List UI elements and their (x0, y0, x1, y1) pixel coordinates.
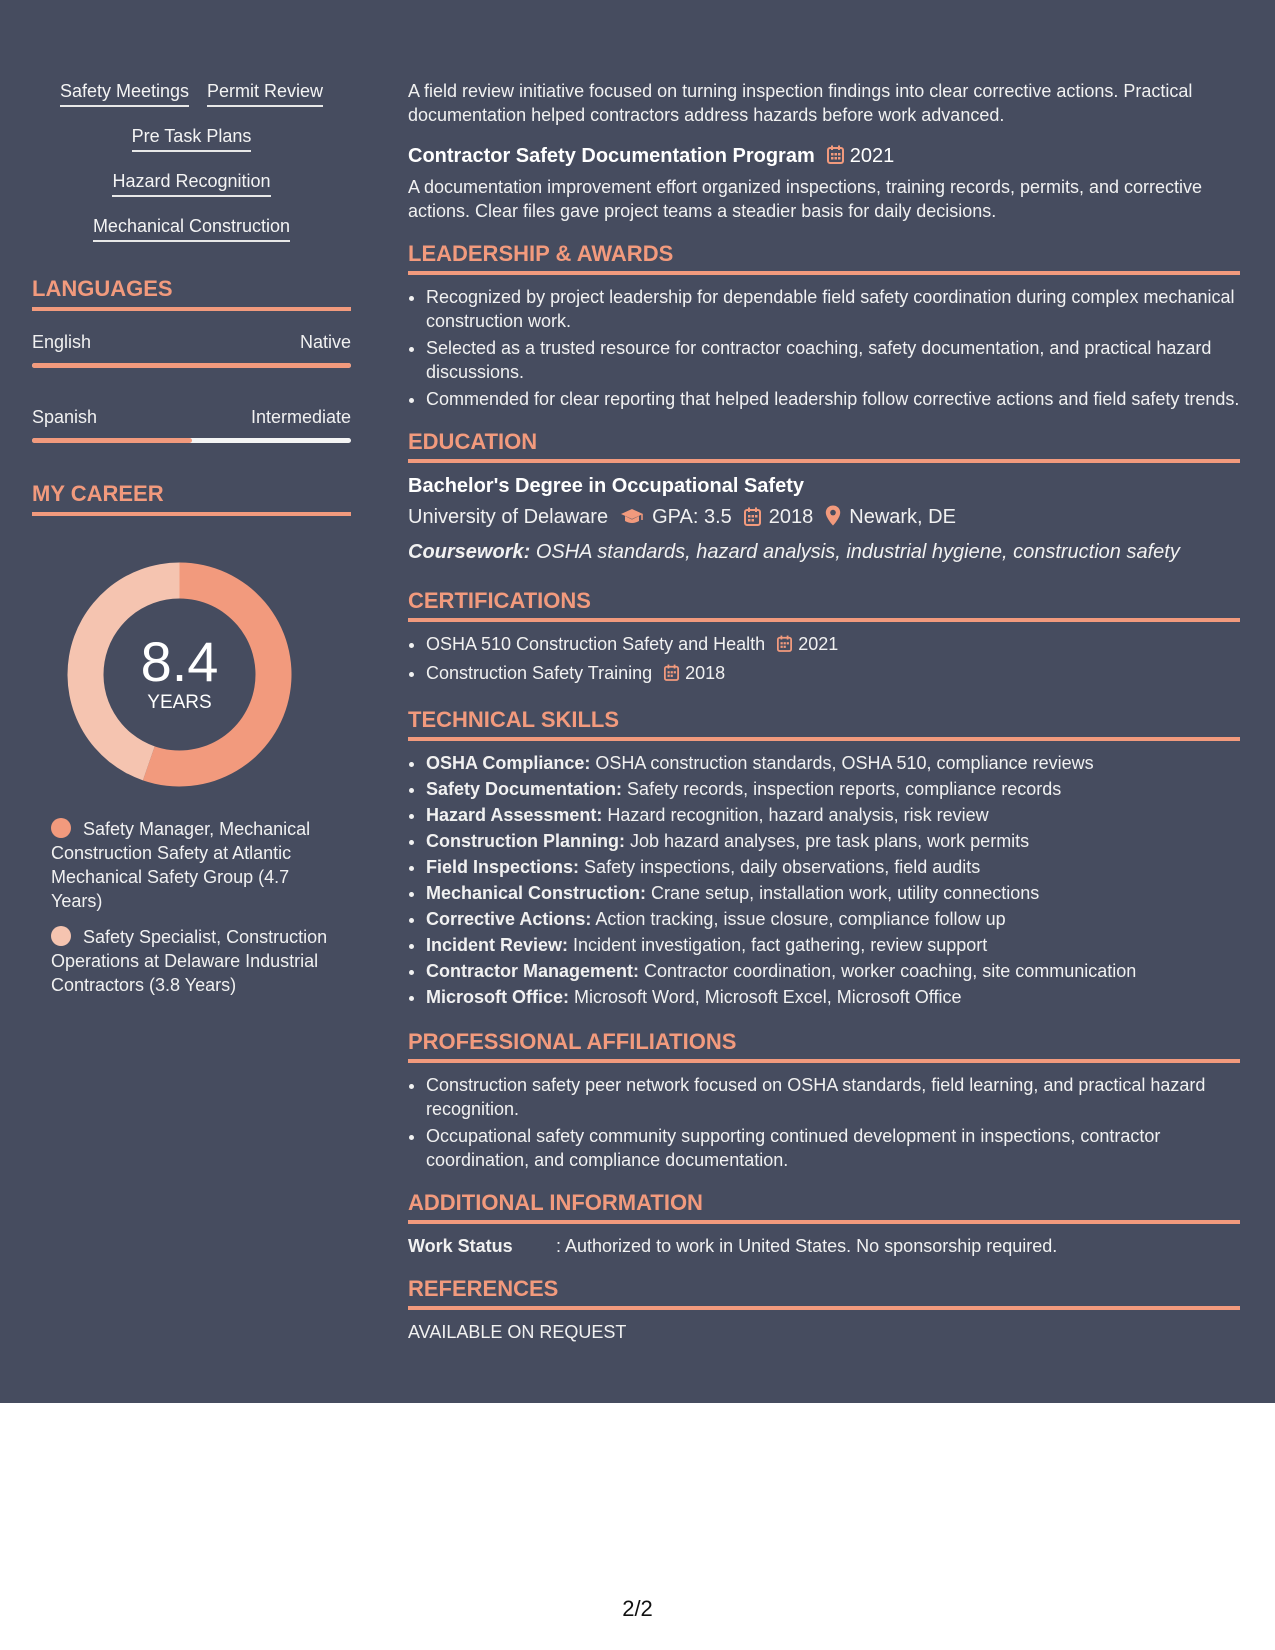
list-item: • Occupational safety community supporting continued development in inspections, contractor coordination, and compliance documentation. (426, 1124, 1240, 1172)
language-bar (32, 438, 351, 443)
list-item (426, 881, 1240, 905)
technical-skills-list (408, 751, 1240, 1009)
list-item (426, 985, 1240, 1009)
skill-tag: Safety Meetings (60, 80, 189, 107)
skill-tags (32, 80, 351, 242)
list-item (426, 632, 1240, 658)
certification-year: 2018 (685, 663, 726, 683)
list-item (426, 855, 1240, 879)
language-name: English (32, 332, 92, 352)
education-school: University of Delaware (408, 506, 609, 528)
education-location: Newark, DE (849, 506, 956, 528)
skill-text: Job hazard analyses, pre task plans, work permits (630, 831, 1030, 851)
career-item (51, 925, 331, 997)
project-name: Contractor Safety Documentation Program (408, 145, 815, 167)
skill-text: Crane setup, installation work, utility connections (651, 883, 1040, 903)
work-status-row (408, 1234, 1240, 1258)
calendar-icon (827, 145, 844, 171)
skill-text: Microsoft Word, Microsoft Excel, Microsoft Office (574, 987, 962, 1007)
skill-tag: Mechanical Construction (93, 215, 290, 242)
career-list (32, 817, 331, 997)
languages-heading: LANGUAGES (32, 276, 351, 311)
skill-label: Safety Documentation: (426, 779, 623, 799)
skill-text: Contractor coordination, worker coaching, site communication (644, 961, 1137, 981)
skill-tag: Pre Task Plans (132, 125, 252, 152)
career-total-years: 8.4 (140, 630, 219, 693)
skill-text: OSHA construction standards, OSHA 510, compliance reviews (595, 753, 1094, 773)
calendar-icon (777, 634, 792, 658)
language-item (32, 406, 351, 428)
certifications-heading: CERTIFICATIONS (408, 588, 1240, 622)
project-intro: A field review initiative focused on turning inspection findings into clear corrective actions. Practical documentation helped contractors address hazards before work advanced. (408, 81, 1193, 125)
legend-dot (51, 818, 71, 838)
certification-year: 2021 (798, 634, 839, 654)
career-years-label: YEARS (147, 692, 212, 713)
list-item (426, 661, 1240, 687)
education-coursework (408, 538, 1240, 566)
skill-text: Safety inspections, daily observations, field audits (584, 857, 981, 877)
project-year: 2021 (849, 145, 895, 167)
education-gpa: GPA: 3.5 (652, 506, 732, 528)
language-name: Spanish (32, 407, 98, 427)
list-item: • Selected as a trusted resource for contractor coaching, safety documentation, and practical hazard discussions. (426, 336, 1240, 384)
skill-label: Field Inspections: (426, 857, 580, 877)
leadership-heading: LEADERSHIP & AWARDS (408, 241, 1240, 275)
skill-label: Hazard Assessment: (426, 805, 603, 825)
list-item (426, 803, 1240, 827)
left-column (32, 80, 351, 1009)
education-year: 2018 (768, 506, 814, 528)
leadership-list (408, 285, 1240, 411)
education-degree: Bachelor's Degree in Occupational Safety (408, 475, 804, 497)
skill-text: Hazard recognition, hazard analysis, risk review (607, 805, 989, 825)
calendar-icon (744, 506, 761, 534)
skill-tag: Hazard Recognition (112, 170, 270, 197)
affiliations-heading: PROFESSIONAL AFFILIATIONS (408, 1029, 1240, 1063)
list-item: • Construction safety peer network focused on OSHA standards, field learning, and practical hazard recognition. (426, 1073, 1240, 1121)
affiliations-list (408, 1073, 1240, 1172)
list-item: • Recognized by project leadership for dependable field safety coordination during complex mechanical construction work. (426, 285, 1240, 333)
skill-text: Safety records, inspection reports, compliance records (627, 779, 1062, 799)
additional-info-heading: ADDITIONAL INFORMATION (408, 1190, 1240, 1224)
certification-name: Construction Safety Training (426, 663, 653, 683)
skill-text: Incident investigation, fact gathering, review support (573, 935, 988, 955)
language-item (32, 331, 351, 353)
list-item (426, 933, 1240, 957)
skill-label: Corrective Actions: (426, 909, 592, 929)
education-heading: EDUCATION (408, 429, 1240, 463)
list-item (426, 777, 1240, 801)
technical-skills-heading: TECHNICAL SKILLS (408, 707, 1240, 741)
references-text: AVAILABLE ON REQUEST (408, 1322, 627, 1342)
references-heading: REFERENCES (408, 1276, 1240, 1310)
right-column (408, 79, 1240, 1344)
skill-text: Action tracking, issue closure, compliance follow up (595, 909, 1006, 929)
list-item (426, 907, 1240, 931)
skill-label: Mechanical Construction: (426, 883, 647, 903)
list-item (426, 751, 1240, 775)
language-bar (32, 363, 351, 368)
project-title (408, 143, 1240, 171)
language-level: Intermediate (250, 407, 351, 427)
career-donut-chart (67, 562, 292, 787)
skill-label: Contractor Management: (426, 961, 640, 981)
project-desc: A documentation improvement effort organized inspections, training records, permits, and corrective actions. Clear files gave project teams a steadier basis for daily decisions. (408, 177, 1203, 221)
calendar-icon (664, 663, 679, 687)
education-details (408, 503, 1240, 534)
work-status-value: : Authorized to work in United States. No sponsorship required. (556, 1236, 1058, 1256)
career-heading: MY CAREER (32, 481, 351, 516)
certifications-list (408, 632, 1240, 687)
list-item (426, 959, 1240, 983)
skill-label: Construction Planning: (426, 831, 625, 851)
skill-label: Microsoft Office: (426, 987, 570, 1007)
skill-label: Incident Review: (426, 935, 569, 955)
career-item-text: Safety Specialist, Construction Operations at Delaware Industrial Contractors (3.8 Years) (51, 927, 328, 995)
coursework-label: Coursework: (408, 541, 531, 563)
list-item (426, 829, 1240, 853)
languages-list (32, 331, 351, 443)
career-item (51, 817, 331, 913)
page-number: 2/2 (622, 1596, 653, 1621)
skill-label: OSHA Compliance: (426, 753, 591, 773)
certification-name: OSHA 510 Construction Safety and Health (426, 634, 766, 654)
career-item-text: Safety Manager, Mechanical Construction Safety at Atlantic Mechanical Safety Group (4.7 Years) (51, 819, 311, 911)
list-item: • Commended for clear reporting that helped leadership follow corrective actions and field safety trends. (426, 387, 1240, 411)
map-pin-icon (825, 505, 841, 534)
legend-dot (51, 926, 71, 946)
skill-tag: Permit Review (207, 80, 323, 107)
work-status-label: Work Status (408, 1236, 513, 1256)
graduation-cap-icon (620, 506, 644, 534)
language-level: Native (299, 332, 351, 352)
coursework-text: OSHA standards, hazard analysis, industrial hygiene, construction safety (535, 541, 1180, 563)
